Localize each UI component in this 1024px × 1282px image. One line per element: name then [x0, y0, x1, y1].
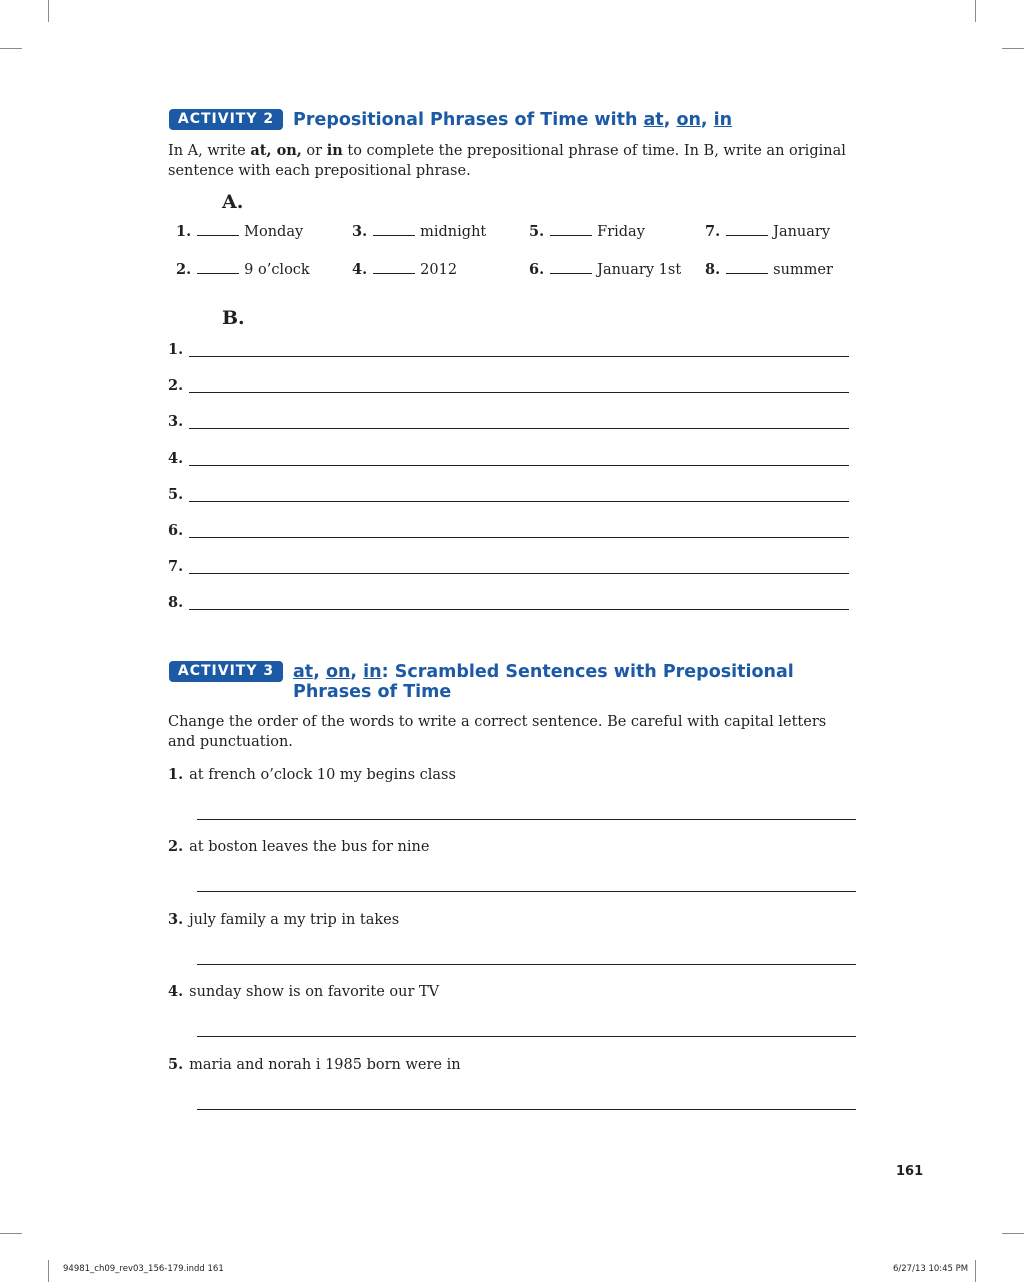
fill-in-item: 5. Friday: [529, 223, 645, 240]
crop-mark: [975, 0, 976, 22]
sentence-line[interactable]: 6.: [168, 522, 849, 542]
answer-line[interactable]: [197, 964, 856, 965]
answer-blank[interactable]: [197, 234, 239, 236]
title-at: at: [293, 662, 314, 682]
sentence-line[interactable]: 1.: [168, 341, 849, 361]
crop-mark: [0, 1233, 22, 1234]
title-on: on: [676, 110, 701, 130]
instr-text: or: [301, 143, 327, 159]
answer-blank[interactable]: [373, 234, 415, 236]
answer-blank[interactable]: [726, 234, 768, 236]
scrambled-item: 3. july family a my trip in takes: [168, 911, 400, 928]
scrambled-item: 5. maria and norah i 1985 born were in: [168, 1056, 461, 1073]
title-sep: ,: [313, 662, 326, 682]
crop-mark: [0, 48, 22, 49]
answer-line[interactable]: [197, 819, 856, 820]
activity-badge: ACTIVITY 2: [169, 109, 283, 130]
scrambled-item: 1. at french o’clock 10 my begins class: [168, 766, 456, 783]
section-b-heading: B.: [222, 307, 245, 329]
sentence-line[interactable]: 4.: [168, 450, 849, 470]
activity-title: [293, 662, 794, 702]
fill-in-item: 7. January: [705, 223, 831, 240]
crop-mark: [1002, 48, 1024, 49]
title-at: at: [643, 110, 664, 130]
title-text: Phrases of Time: [293, 682, 452, 702]
sentence-line[interactable]: 2.: [168, 377, 849, 397]
fill-in-item: 2. 9 o’clock: [176, 261, 310, 278]
crop-mark: [975, 1260, 976, 1282]
sentence-line[interactable]: 5.: [168, 486, 849, 506]
title-sep: ,: [663, 110, 677, 130]
date-slug: 6/27/13 10:45 PM: [893, 1264, 969, 1274]
title-in: in: [363, 662, 382, 682]
activity-instructions: [168, 141, 848, 181]
crop-mark: [48, 1260, 49, 1282]
file-slug: 94981_ch09_rev03_156-179.indd 161: [63, 1264, 224, 1274]
activity-title: [293, 110, 732, 130]
answer-line[interactable]: [197, 1036, 856, 1037]
fill-in-item: 1. Monday: [176, 223, 304, 240]
scrambled-item: 4. sunday show is on favorite our TV: [168, 983, 440, 1000]
instr-text: to complete the prepositional phrase of time. In B, write an original sentence with each prepositional phrase.: [168, 143, 846, 179]
page-number: 161: [896, 1164, 924, 1179]
fill-in-item: 3. midnight: [352, 223, 487, 240]
title-text: Prepositional Phrases of Time with: [293, 110, 644, 130]
activity-instructions: Change the order of the words to write a correct sentence. Be careful with capital letters and punctuation.: [168, 714, 827, 750]
instr-bold: in: [326, 142, 343, 159]
activity-badge: ACTIVITY 3: [169, 661, 283, 682]
title-sep: ,: [700, 110, 714, 130]
crop-mark: [48, 0, 49, 22]
answer-line[interactable]: [197, 891, 856, 892]
section-a-heading: A.: [222, 191, 244, 213]
answer-blank[interactable]: [550, 272, 592, 274]
answer-line[interactable]: [197, 1109, 856, 1110]
sentence-line[interactable]: 7.: [168, 558, 849, 578]
answer-blank[interactable]: [726, 272, 768, 274]
answer-blank[interactable]: [197, 272, 239, 274]
instr-bold: at, on,: [250, 142, 302, 159]
answer-blank[interactable]: [550, 234, 592, 236]
sentence-line[interactable]: 8.: [168, 594, 849, 614]
sentence-line[interactable]: 3.: [168, 413, 849, 433]
title-in: in: [713, 110, 733, 130]
title-on: on: [325, 662, 351, 682]
fill-in-item: 6. January 1st: [529, 261, 682, 278]
answer-blank[interactable]: [373, 272, 415, 274]
fill-in-item: 4. 2012: [352, 261, 458, 278]
scrambled-item: 2. at boston leaves the bus for nine: [168, 838, 430, 855]
crop-mark: [1002, 1233, 1024, 1234]
instr-text: In A, write: [168, 143, 251, 159]
title-text: : Scrambled Sentences with Prepositional: [381, 662, 794, 682]
fill-in-item: 8. summer: [705, 261, 833, 278]
title-sep: ,: [350, 662, 364, 682]
